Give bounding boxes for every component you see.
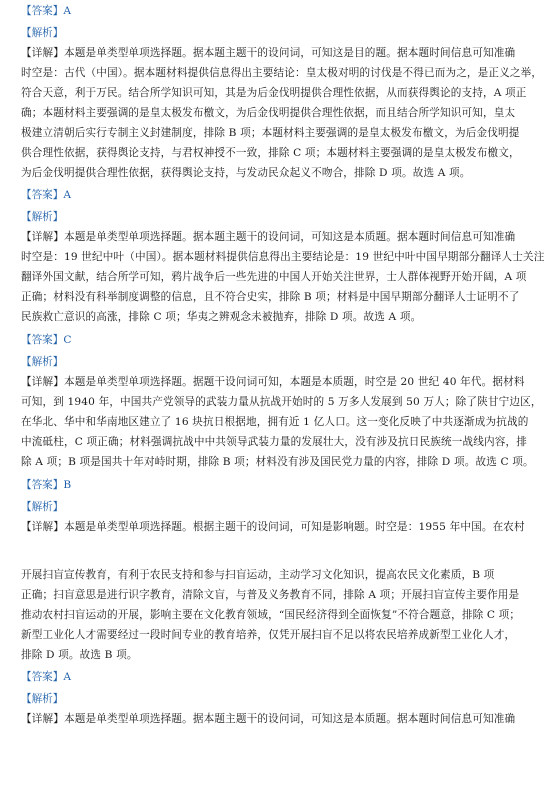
explanation-line: 确；本题材料主要强调的是皇太极发布檄文，为后金伐明提供合理性依据，而且结合所学知识可知，皇太 <box>21 107 516 119</box>
answer-label: 【答案】A <box>21 189 72 201</box>
explanation-line: 民族救亡意识的高涨，排除 C 项；华夷之辨观念未被抛弃，排除 D 项。故选 A 项。 <box>21 311 422 323</box>
answer-label: 【答案】B <box>21 479 72 491</box>
explanation-line: 在华北、华中和华南地区建立了 16 块抗日根据地，拥有近 1 亿人口。这一变化反映了中共逐渐成为抗战的 <box>21 416 529 428</box>
analysis-label: 【解析】 <box>21 27 64 39</box>
analysis-label: 【解析】 <box>21 356 64 368</box>
answer-label: 【答案】C <box>21 334 72 346</box>
explanation-line: 正确；材料没有科举制度调整的信息，且不符合史实，排除 B 项；材料是中国早期部分翻译人士证明不了 <box>21 291 520 303</box>
explanation-line: 时空是：19 世纪中叶（中国）。据本题材料提供信息得出主要结论是：19 世纪中叶中国早期部分翻译人士关注 <box>21 251 545 263</box>
explanation-line: 【详解】本题是单类型单项选择题。根据主题干的设问词，可知是影响题。时空是：1955 年中国。在农村 <box>21 521 525 533</box>
answer-label: 【答案】A <box>21 671 72 683</box>
explanation-line: 正确；扫盲意思是进行识字教育，清除文盲，与普及义务教育不同，排除 A 项；开展扫盲宣传主要作用是 <box>21 589 520 601</box>
explanation-line: 翻译外国文献，结合所学可知，鸦片战争后一些先进的中国人开始关注世界，士人群体视野开始开阔，A 项 <box>21 271 527 283</box>
explanation-line: 排除 D 项。故选 B 项。 <box>21 649 138 661</box>
explanation-line: 【详解】本题是单类型单项选择题。据题干设问词可知，本题是本质题，时空是 20 世纪 40 年代。据材料 <box>21 376 525 388</box>
answer-label: 【答案】A <box>21 5 72 17</box>
explanation-line: 【详解】本题是单类型单项选择题。据本题主题干的设问词，可知这是本质题。据本题时间信息可知准确 <box>21 231 516 243</box>
explanation-line: 【详解】本题是单类型单项选择题。据本题主题干的设问词，可知这是目的题。据本题时间信息可知准确 <box>21 47 516 59</box>
explanation-line: 开展扫盲宣传教育，有利于农民支持和参与扫盲运动，主动学习文化知识，提高农民文化素质，B 项 <box>21 569 495 581</box>
analysis-label: 【解析】 <box>21 693 64 705</box>
explanation-line: 符合天意，利于万民。结合所学知识可知，其是为后金伐明提供合理性依据，从而获得舆论的支持，A 项正 <box>21 87 527 99</box>
explanation-line: 可知，到 1940 年，中国共产党领导的武装力量从抗战开始时的 5 万多人发展到 50 万人；除了陕甘宁边区， <box>21 396 542 408</box>
explanation-line: 推动农村扫盲运动的开展，影响主要在文化教育领域，“国民经济得到全面恢复”不符合题意，排除 C 项； <box>21 609 521 621</box>
explanation-line: 时空是：古代（中国）。据本题材料提供信息得出主要结论：皇太极对明的讨伐是不得已而为之，是正义之举， <box>21 67 543 79</box>
explanation-line: 供合理性依据，获得舆论支持，与君权神授不一致，排除 C 项；本题材料主要强调的是皇太极发布檄文， <box>21 147 520 159</box>
explanation-line: 为后金伐明提供合理性依据，获得舆论支持，与发动民众起义不吻合，排除 D 项。故选 A 项。 <box>21 167 471 179</box>
explanation-line: 新型工业化人才需要经过一段时间专业的教育培养，仅凭开展扫盲不足以将农民培养成新型工业化人才， <box>21 629 516 641</box>
analysis-label: 【解析】 <box>21 211 64 223</box>
analysis-label: 【解析】 <box>21 501 64 513</box>
explanation-line: 极建立清朝后实行专制主义封建制度，排除 B 项；本题材料主要强调的是皇太极发布檄文，为后金伐明提 <box>21 127 520 139</box>
explanation-line: 除 A 项；B 项是国共十年对峙时期，排除 B 项；材料没有涉及国民党力量的内容，排除 D 项。故选 C 项。 <box>21 456 534 468</box>
explanation-line: 中流砥柱，C 项正确；材料强调抗战中中共领导武装力量的发展壮大，没有涉及抗日民族统一战线内容，排 <box>21 436 527 448</box>
explanation-line: 【详解】本题是单类型单项选择题。据本题主题干的设问词，可知这是本质题。据本题时间信息可知准确 <box>21 713 516 725</box>
